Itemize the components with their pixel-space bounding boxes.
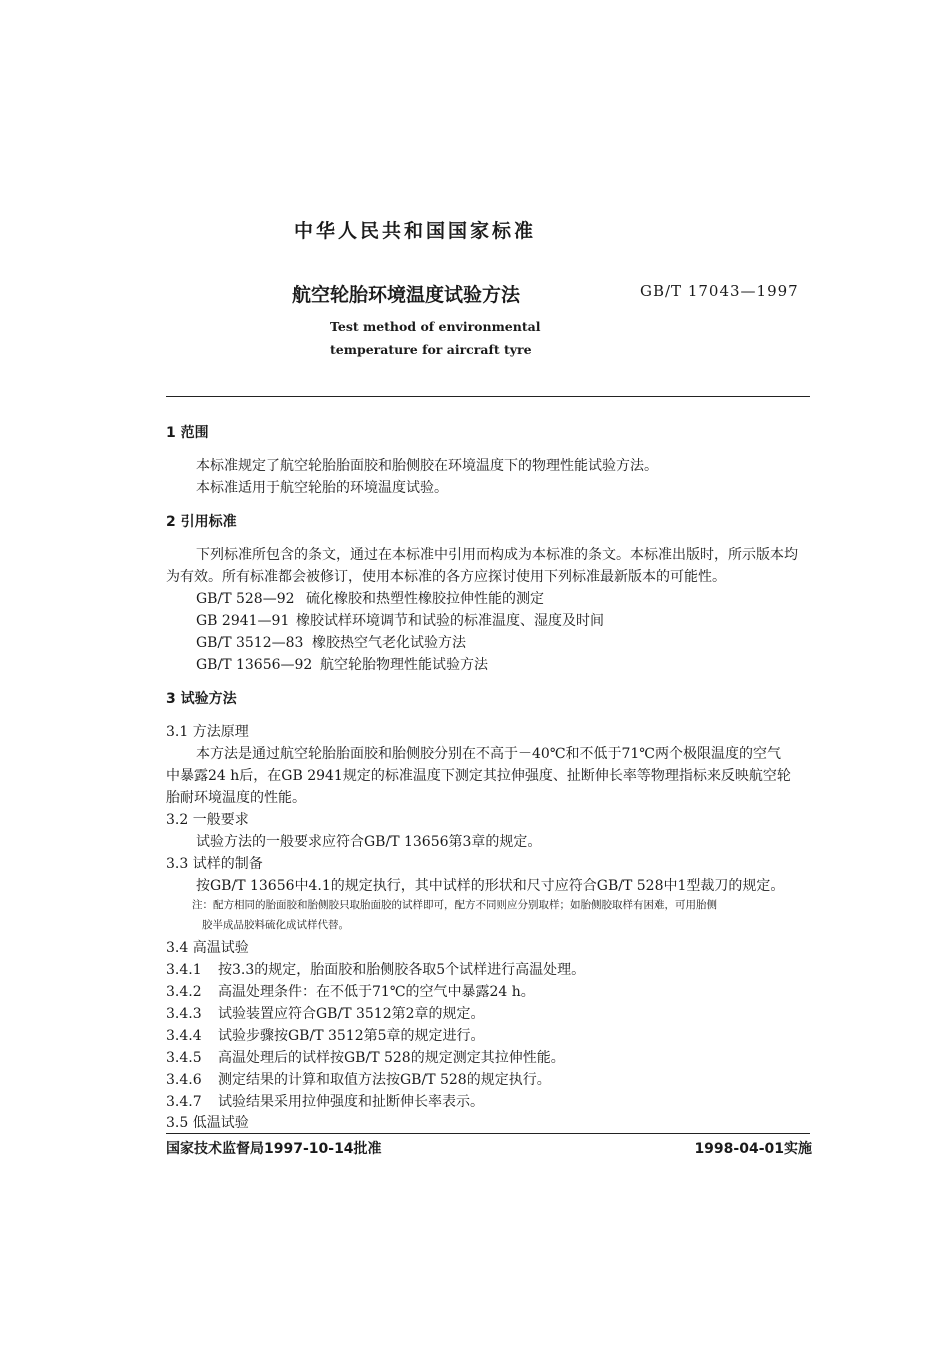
subsection-3-2-text: 试验方法的一般要求应符合GB/T 13656第3章的规定。 [196, 834, 542, 850]
subsection-3-1-line-2: 中暴露24 h后，在GB 2941规定的标准温度下测定其拉伸强度、扯断伸长率等物理指标来反映航空轮 [166, 768, 791, 784]
reference-code: GB/T 528—92 [196, 591, 295, 607]
clause-number: 3.4.2 [166, 984, 202, 1000]
reference-title: 硫化橡胶和热塑性橡胶拉伸性能的测定 [306, 591, 544, 607]
english-title-line-2: temperature for aircraft tyre [330, 342, 532, 357]
subsection-3-1-line-1: 本方法是通过航空轮胎胎面胶和胎侧胶分别在不高于－40℃和不低于71℃两个极限温度的空气 [196, 746, 781, 762]
approval-date: 国家技术监督局1997-10-14批准 [166, 1141, 382, 1157]
subsection-3-4-heading: 3.4 高温试验 [166, 940, 249, 956]
section-2-heading: 2 引用标准 [166, 514, 237, 530]
subsection-3-3-text: 按GB/T 13656中4.1的规定执行，其中试样的形状和尺寸应符合GB/T 528中1型裁刀的规定。 [196, 878, 785, 894]
standard-number: GB/T 17043—1997 [640, 282, 799, 300]
subsection-3-3-heading: 3.3 试样的制备 [166, 856, 263, 872]
clause-number: 3.4.5 [166, 1050, 202, 1066]
clause-number: 3.4.4 [166, 1028, 202, 1044]
section-2-paragraph-line-2: 为有效。所有标准都会被修订，使用本标准的各方应探讨使用下列标准最新版本的可能性。 [166, 569, 726, 585]
footer-divider [166, 1133, 810, 1134]
clause-text: 试验装置应符合GB/T 3512第2章的规定。 [218, 1006, 485, 1022]
reference-title: 橡胶试样环境调节和试验的标准温度、湿度及时间 [296, 613, 604, 629]
section-2-paragraph-line-1: 下列标准所包含的条文，通过在本标准中引用而构成为本标准的条文。本标准出版时，所示版本均 [196, 547, 798, 563]
section-1-heading: 1 范围 [166, 425, 209, 441]
clause-text: 高温处理后的试样按GB/T 528的规定测定其拉伸性能。 [218, 1050, 565, 1066]
clause-number: 3.4.7 [166, 1094, 202, 1110]
note-line-2: 胶半成品胶料硫化成试样代替。 [202, 919, 349, 931]
clause-number: 3.4.1 [166, 962, 202, 978]
clause-text: 测定结果的计算和取值方法按GB/T 528的规定执行。 [218, 1072, 551, 1088]
subsection-3-2-heading: 3.2 一般要求 [166, 812, 249, 828]
subsection-3-5-heading: 3.5 低温试验 [166, 1115, 249, 1131]
reference-code: GB/T 13656—92 [196, 657, 313, 673]
subsection-3-1-heading: 3.1 方法原理 [166, 724, 249, 740]
section-1-paragraph-2: 本标准适用于航空轮胎的环境温度试验。 [196, 480, 448, 496]
reference-title: 航空轮胎物理性能试验方法 [320, 657, 488, 673]
clause-text: 按3.3的规定，胎面胶和胎侧胶各取5个试样进行高温处理。 [218, 962, 586, 978]
note-line-1: 注：配方相同的胎面胶和胎侧胶只取胎面胶的试样即可，配方不同则应分别取样；如胎侧胶取样有困难，可用胎侧 [192, 899, 717, 911]
section-1-paragraph-1: 本标准规定了航空轮胎胎面胶和胎侧胶在环境温度下的物理性能试验方法。 [196, 458, 658, 474]
org-title: 中华人民共和国国家标准 [294, 220, 537, 242]
subsection-3-1-line-3: 胎耐环境温度的性能。 [166, 790, 306, 806]
clause-text: 试验结果采用拉伸强度和扯断伸长率表示。 [218, 1094, 484, 1110]
header-divider [166, 396, 810, 397]
clause-text: 高温处理条件：在不低于71℃的空气中暴露24 h。 [218, 984, 535, 1000]
reference-title: 橡胶热空气老化试验方法 [312, 635, 466, 651]
clause-number: 3.4.3 [166, 1006, 202, 1022]
reference-code: GB 2941—91 [196, 613, 290, 629]
clause-number: 3.4.6 [166, 1072, 202, 1088]
section-3-heading: 3 试验方法 [166, 691, 237, 707]
effective-date: 1998-04-01实施 [694, 1141, 812, 1157]
english-title-line-1: Test method of environmental [330, 319, 541, 334]
clause-text: 试验步骤按GB/T 3512第5章的规定进行。 [218, 1028, 485, 1044]
document-title: 航空轮胎环境温度试验方法 [292, 284, 521, 306]
reference-code: GB/T 3512—83 [196, 635, 304, 651]
